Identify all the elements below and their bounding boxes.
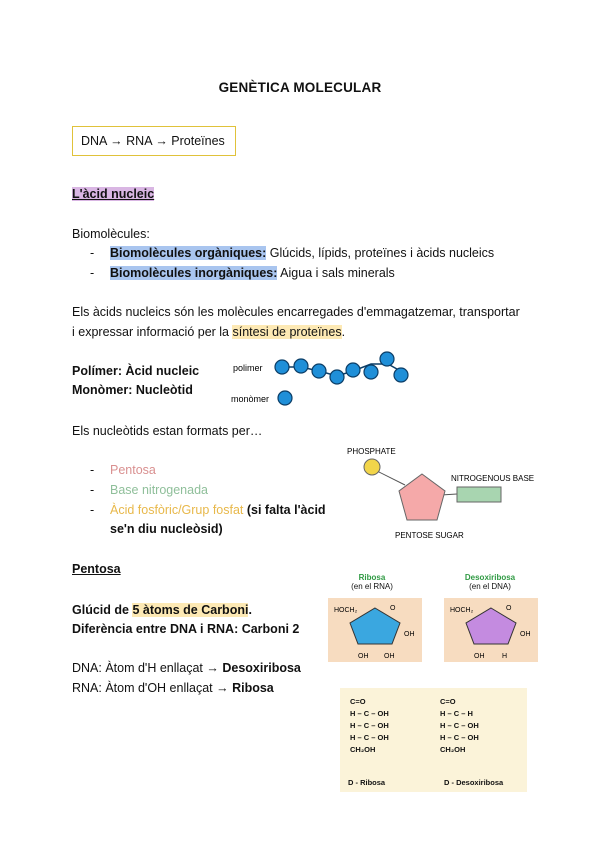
pentosa-line-4 [72, 681, 274, 695]
section-heading-pentosa: Pentosa [72, 562, 121, 576]
highlight-5-carbons: 5 àtoms de Carboni [132, 603, 249, 617]
desoxiribosa-term: Desoxiribosa [222, 661, 301, 675]
desox-title-block [455, 573, 525, 591]
fischer-desox-caption: D - Desoxiribosa [444, 778, 504, 787]
desox-title: Desoxiribosa [464, 573, 516, 582]
biomolecules-label: Biomolècules: [72, 227, 150, 241]
ribosa-subtitle: (en el RNA) [351, 582, 393, 591]
base-rectangle [457, 487, 501, 502]
fischer-row: C=O [350, 697, 366, 706]
fischer-row: H – C – OH [350, 721, 389, 730]
paragraph-text: . [341, 325, 346, 339]
polymer-bead [364, 365, 378, 379]
fischer-ribosa [350, 696, 389, 756]
fischer-row: C=O [440, 697, 456, 706]
hoch2-label: HOCH₂ [334, 607, 358, 614]
polymer-label: polimer [233, 363, 263, 373]
phosphate-circle [364, 459, 380, 475]
highlight-protein-synthesis: síntesi de proteïnes [232, 325, 342, 339]
h-label: H [502, 653, 508, 660]
bullet-dash: - [90, 503, 95, 517]
hoch2-label: HOCH₂ [450, 607, 474, 614]
polymer-line: Polímer: Àcid nucleic [72, 364, 200, 378]
desox-ring-panel [444, 598, 538, 662]
polymer-bead [312, 364, 326, 378]
fischer-row: H – C – OH [440, 733, 479, 742]
ring-oxygen-label: O [390, 605, 396, 612]
bullet-dash: - [90, 266, 95, 280]
paragraph-text: i expressar informació per la [72, 325, 233, 339]
flow-text: DNA → RNA → Proteïnes [81, 134, 225, 148]
pentosa-text: Glúcid de [72, 603, 133, 617]
fischer-row: H – C – OH [440, 721, 479, 730]
bullet-dash: - [90, 463, 95, 477]
polymer-bead [380, 352, 394, 366]
fischer-row: H – C – OH [350, 733, 389, 742]
section-heading-acid-nucleic: L'àcid nucleic [72, 187, 155, 201]
polymer-bead [275, 360, 289, 374]
pentose-pentagon [399, 474, 445, 520]
bullet-dash: - [90, 246, 95, 260]
pentosa-line-3 [72, 661, 301, 675]
paragraph-line-1: Els àcids nucleics són les molècules encarregades d'emmagatzemar, transportar [72, 305, 520, 319]
desox-subtitle: (en el DNA) [469, 582, 511, 591]
paragraph-line-2 [72, 325, 345, 339]
bullet-dash: - [90, 483, 95, 497]
page-title: GENÈTICA MOLECULAR [218, 80, 382, 95]
item-base: Base nitrogenada [110, 483, 208, 497]
acid-note-line-2: se'n diu nucleòsid) [110, 522, 223, 536]
polymer-bead [330, 370, 344, 384]
fischer-desox [440, 696, 479, 756]
sugar-label: PENTOSE SUGAR [395, 531, 464, 540]
desc-inorganic: Aigua i sals minerals [277, 266, 395, 280]
pentosa-text: DNA: Àtom d'H enllaçat → [72, 661, 223, 675]
ribosa-title: Ribosa [358, 573, 386, 582]
polymer-bead [294, 359, 308, 373]
fischer-ribosa-caption: D - Ribosa [348, 778, 386, 787]
fischer-row: H – C – H [440, 709, 473, 718]
pentosa-text: . [248, 603, 252, 617]
nucleotides-intro: Els nucleòtids estan formats per… [72, 424, 263, 438]
flow-box [72, 126, 236, 156]
ring-oxygen-label: O [506, 605, 512, 612]
desc-organic: Glúcids, lípids, proteïnes i àcids nucleics [266, 246, 495, 260]
polymer-bead [346, 363, 360, 377]
oh-label: OH [358, 653, 369, 660]
item-pentosa: Pentosa [110, 463, 156, 477]
phosphate-label: PHOSPHATE [347, 447, 396, 456]
oh-label: OH [384, 653, 395, 660]
ribosa-ring-panel [328, 598, 422, 662]
fischer-row: H – C – OH [350, 709, 389, 718]
pentosa-line-2: Diferència entre DNA i RNA: Carboni 2 [72, 622, 300, 636]
term-organic: Biomolècules orgàniques: [110, 246, 267, 260]
ribosa-term: Ribosa [232, 681, 274, 695]
monomer-line: Monòmer: Nucleòtid [72, 383, 193, 397]
term-inorganic: Biomolècules inorgàniques: [110, 266, 278, 280]
polymer-bead [394, 368, 408, 382]
monomer-label: monòmer [231, 394, 270, 404]
acid-note: (si falta l'àcid [243, 503, 326, 517]
ribosa-title-block [342, 573, 402, 591]
base-label: NITROGENOUS BASE [451, 474, 535, 483]
item-acid: Àcid fosfòric/Grup fosfat [110, 503, 244, 517]
oh-label: OH [520, 631, 531, 638]
nucleotide-diagram [345, 443, 535, 543]
oh-label: OH [404, 631, 415, 638]
pentosa-line-1 [72, 603, 252, 617]
pentosa-text: RNA: Àtom d'OH enllaçat → [72, 681, 233, 695]
fischer-panel [340, 688, 527, 792]
fischer-row: CH₂OH [350, 745, 376, 754]
monomer-bead [278, 391, 292, 405]
oh-label: OH [474, 653, 485, 660]
polymer-diagram [225, 346, 415, 410]
fischer-row: CH₂OH [440, 745, 466, 754]
